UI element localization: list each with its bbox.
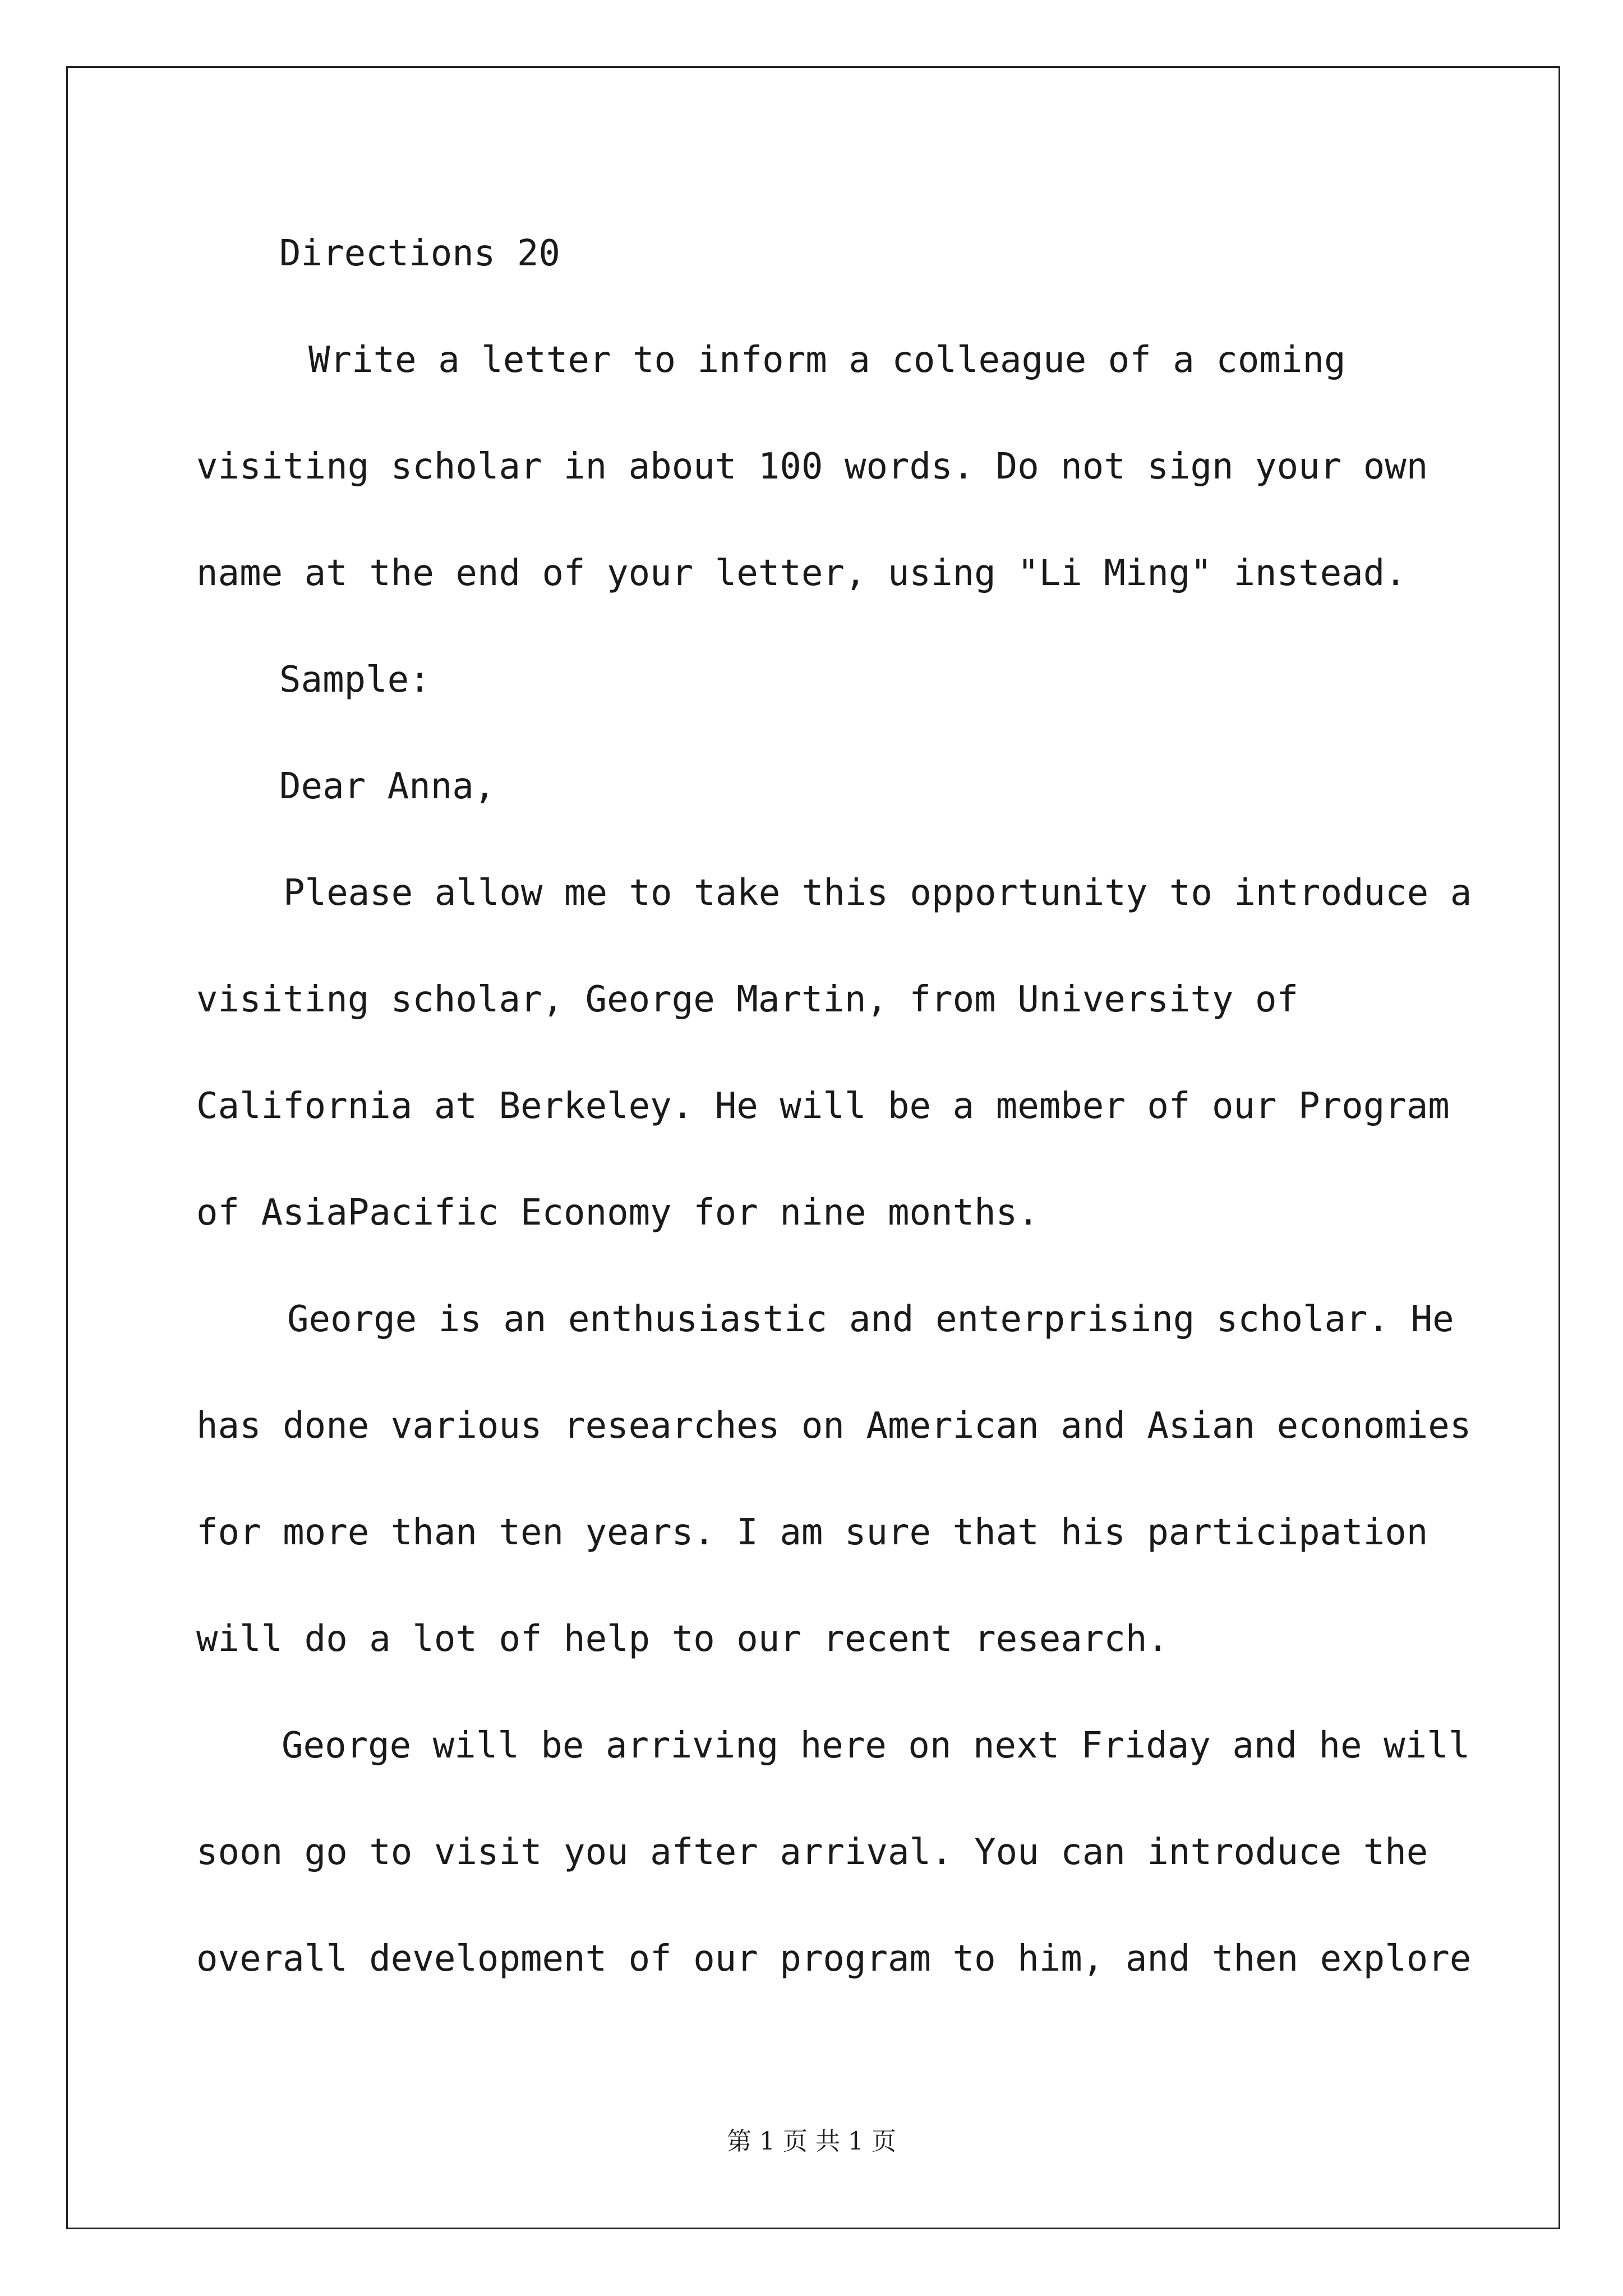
para2-line-2: has done various researches on American and Asian economies: [196, 1405, 1472, 1447]
para2-line-3: for more than ten years. I am sure that his participation: [196, 1512, 1428, 1553]
page-border: [66, 66, 1560, 2229]
para1-line-3: California at Berkeley. He will be a member of our Program: [196, 1085, 1450, 1127]
para1-line-1: Please allow me to take this opportunity to introduce a: [283, 872, 1472, 914]
page-footer: 第 1 页 共 1 页: [727, 2127, 896, 2156]
para2-line-4: will do a lot of help to our recent research.: [196, 1618, 1169, 1660]
para1-line-4: of AsiaPacific Economy for nine months.: [196, 1192, 1039, 1234]
para1-line-2: visiting scholar, George Martin, from University of: [196, 979, 1299, 1020]
sample-label: Sample:: [279, 659, 431, 701]
prompt-line-3: name at the end of your letter, using "Li Ming" instead.: [196, 553, 1407, 594]
prompt-line-2: visiting scholar in about 100 words. Do not sign your own: [196, 446, 1428, 487]
directions-heading: Directions 20: [279, 233, 560, 274]
prompt-line-1: Write a letter to inform a colleague of a coming: [308, 339, 1346, 381]
para3-line-1: George will be arriving here on next Friday and he will: [282, 1725, 1470, 1766]
para3-line-3: overall development of our program to him, and then explore: [196, 1938, 1472, 1980]
para2-line-1: George is an enthusiastic and enterprising scholar. He: [287, 1299, 1454, 1340]
salutation: Dear Anna,: [279, 766, 496, 807]
para3-line-2: soon go to visit you after arrival. You can introduce the: [196, 1832, 1428, 1873]
